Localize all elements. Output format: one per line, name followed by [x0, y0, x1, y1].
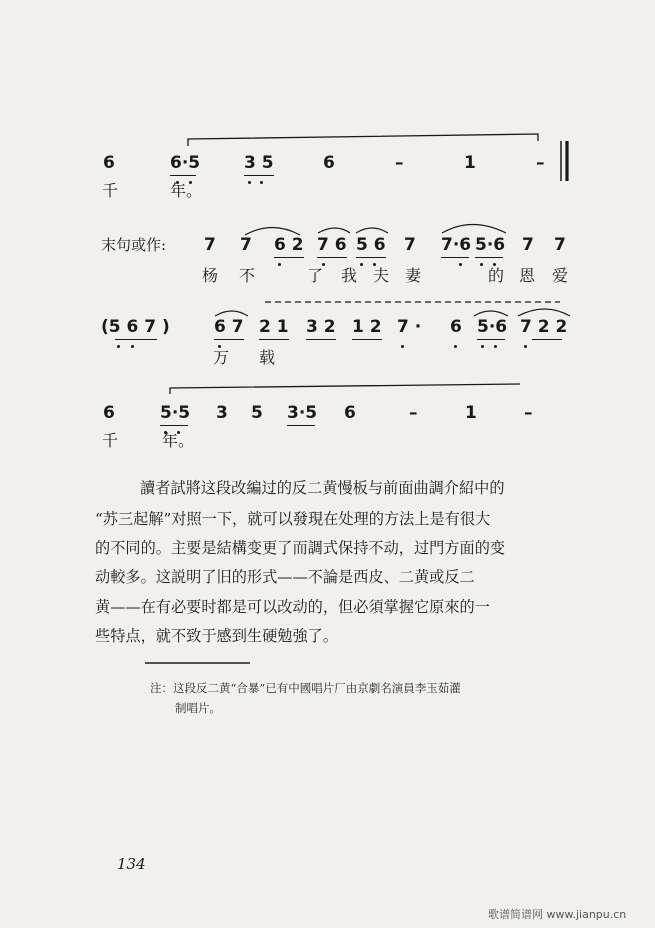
lyric: 千: [102, 181, 119, 200]
note: 7: [404, 235, 416, 255]
lyric: 万: [213, 348, 230, 367]
lyric: 杨: [202, 266, 219, 285]
note: 5·5: [160, 403, 191, 423]
lyric: 了: [307, 266, 324, 285]
slur: [318, 228, 350, 233]
dash: –: [409, 403, 418, 423]
paragraph-line: 黄——在有必要时都是可以改动的，但必須掌握它原來的一: [95, 598, 490, 616]
lyric: 不: [239, 266, 256, 285]
note: 7 2 2: [520, 317, 568, 337]
phrase-bracket: [188, 134, 538, 146]
lyric: 我: [341, 266, 358, 285]
note: 5·6: [477, 317, 508, 337]
note: 6 2: [274, 235, 304, 255]
lyric: 年。: [170, 181, 203, 200]
note: (5 6 7 ): [101, 317, 170, 337]
watermark: 歌谱简谱网 www.jianpu.cn: [488, 908, 627, 921]
note: 5: [251, 403, 263, 423]
slur: [356, 228, 388, 233]
lyric: 爱: [552, 266, 569, 285]
note: 5 6: [356, 235, 386, 255]
alt-ending-label: 末句或作:: [101, 236, 167, 254]
slur: [518, 309, 570, 316]
dash: –: [524, 403, 533, 423]
note: 7: [240, 235, 252, 255]
paragraph-line: 动較多。这説明了旧的形式——不論是西皮、二黄或反二: [95, 568, 475, 586]
slur: [474, 311, 508, 316]
slur: [215, 311, 248, 316]
note: 1: [465, 403, 477, 423]
lyric: 的: [488, 266, 505, 285]
note: 6: [344, 403, 356, 423]
note: 1 2: [352, 317, 382, 337]
slur: [245, 228, 300, 236]
lyric: 年。: [162, 431, 195, 450]
note: 3 2: [306, 317, 336, 337]
paragraph-line: “苏三起解”对照一下，就可以發現在处理的方法上是有很大: [95, 510, 491, 528]
note: 6 7: [214, 317, 244, 337]
note: 6: [450, 317, 462, 337]
footnote-line: 注：这段反二黄“合暴”已有中國唱片厂由京劇名演員李玉茹灌: [150, 681, 461, 695]
note: 1: [464, 153, 476, 173]
page-number: 134: [117, 855, 146, 873]
note: 7: [554, 235, 566, 255]
note: 6: [103, 403, 115, 423]
lyric: 恩: [519, 266, 536, 285]
note: 2 1: [259, 317, 289, 337]
note: 3: [216, 403, 228, 423]
dash: –: [536, 153, 545, 173]
lyric: 妻: [405, 266, 422, 285]
note: 7: [204, 235, 216, 255]
paragraph-line: 讀者試將这段改編过的反二黄慢板与前面曲調介紹中的: [140, 479, 505, 497]
footnote-line: 制唱片。: [175, 701, 221, 715]
slur: [442, 225, 506, 234]
note: 7 6: [317, 235, 347, 255]
note: 6: [103, 153, 115, 173]
lyric: 千: [102, 431, 119, 450]
lyric: 载: [259, 348, 276, 367]
note: 7·6: [441, 235, 472, 255]
lyric: 夫: [373, 266, 390, 285]
phrase-bracket: [170, 384, 520, 394]
note: 6·5: [170, 153, 201, 173]
note: 3·5: [287, 403, 318, 423]
paragraph-line: 些特点，就不致于感到生硬勉強了。: [95, 627, 338, 645]
dash: –: [395, 153, 404, 173]
paragraph-line: 的不同的。主要是結構变更了而調式保持不动，过門方面的变: [95, 539, 506, 557]
note: 7 ·: [397, 317, 422, 337]
note: 6: [323, 153, 335, 173]
note: 7: [522, 235, 534, 255]
note: 5·6: [475, 235, 506, 255]
note: 3 5: [244, 153, 274, 173]
